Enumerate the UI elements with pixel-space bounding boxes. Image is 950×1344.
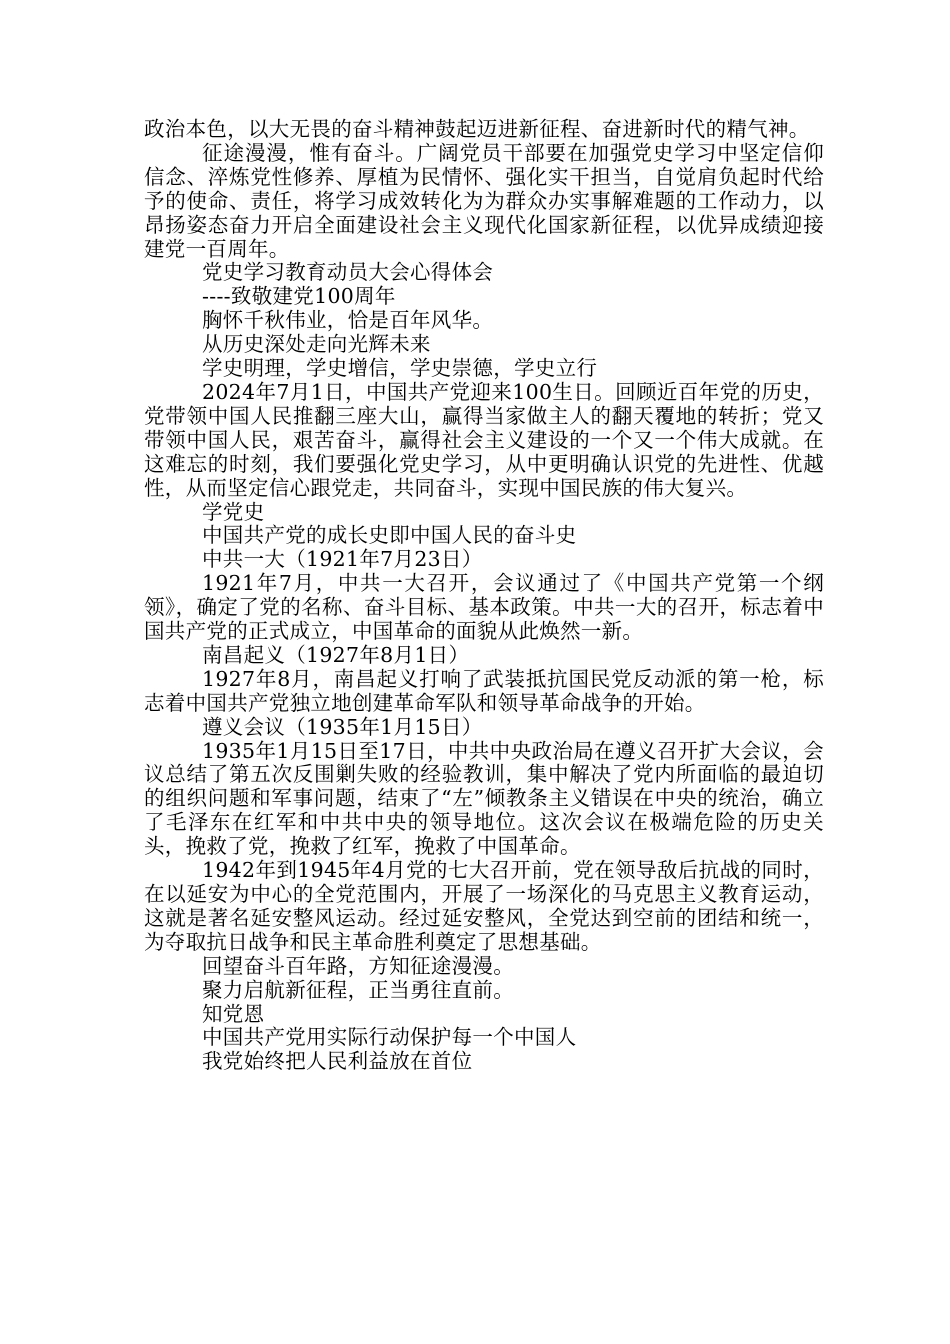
paragraph: 胸怀千秋伟业，恰是百年风华。 [202, 308, 494, 333]
paragraph: 政治本色，以大无畏的奋斗精神鼓起迈进新征程、奋进新时代的精气神。 [144, 117, 810, 141]
section-title: 党史学习教育动员大会心得体会 [202, 260, 494, 285]
paragraph: 1935年1月15日至17日，中共中央政治局在遵义召开扩大会议，会议总结了第五次反围剿失败的经验教训，集中解决了党内所面临的最迫切的组织问题和军事问题，结束了“左”倾教条主义错误在中央的统治，确立了毛泽东在红军和中共中央的领导地位。这次会议在极端危险的历史关头，挽救了党，挽救了红军，挽救了中国革命。 [144, 738, 824, 859]
event-heading: 遵义会议（1935年1月15日） [202, 714, 483, 739]
paragraph: 中国共产党用实际行动保护每一个中国人 [202, 1025, 577, 1050]
paragraph: 聚力启航新征程，正当勇往直前。 [202, 977, 514, 1002]
paragraph: 1921年7月，中共一大召开，会议通过了《中国共产党第一个纲领》，确定了党的名称、奋斗目标、基本政策。中共一大的召开，标志着中国共产党的正式成立，中国革命的面貌从此焕然一新。 [144, 571, 824, 644]
paragraph: 2024年7月1日，中国共产党迎来100生日。回顾近百年党的历史，党带领中国人民推翻三座大山，赢得当家做主人的翻天覆地的转折；党又带领中国人民，艰苦奋斗，赢得社会主义建设的一个又一个伟大成就。在这难忘的时刻，我们要强化党史学习，从中更明确认识党的先进性、优越性，从而坚定信心跟党走，共同奋斗，实现中国民族的伟大复兴。 [144, 379, 824, 500]
paragraph: 学史明理，学史增信，学史崇德，学史立行 [202, 356, 598, 381]
paragraph: 中国共产党的成长史即中国人民的奋斗史 [202, 523, 577, 548]
paragraph: 1942年到1945年4月党的七大召开前，党在领导敌后抗战的同时，在以延安为中心的全党范围内，开展了一场深化的马克思主义教育运动，这就是著名延安整风运动。经过延安整风，全党达到空前的团结和统一，为夺取抗日战争和民主革命胜利奠定了思想基础。 [144, 858, 824, 954]
paragraph: 我党始终把人民利益放在首位 [202, 1049, 473, 1074]
section-heading: 学党史 [202, 499, 265, 524]
paragraph: 回望奋斗百年路，方知征途漫漫。 [202, 953, 514, 978]
paragraph: 1927年8月，南昌起义打响了武装抵抗国民党反动派的第一枪，标志着中国共产党独立地创建革命军队和领导革命战争的开始。 [144, 666, 824, 715]
subtitle: ----致敬建党100周年 [202, 284, 396, 309]
paragraph: 征途漫漫，惟有奋斗。广阔党员干部要在加强党史学习中坚定信仰信念、淬炼党性修养、厚植为民情怀、强化实干担当，自觉肩负起时代给予的使命、责任，将学习成效转化为为群众办实事解难题的工作动力，以昂扬姿态奋力开启全面建设社会主义现代化国家新征程，以优异成绩迎接建党一百周年。 [144, 140, 824, 261]
paragraph: 从历史深处走向光辉未来 [202, 332, 431, 357]
section-heading: 知党恩 [202, 1001, 265, 1026]
event-heading: 南昌起义（1927年8月1日） [202, 642, 470, 667]
event-heading: 中共一大（1921年7月23日） [202, 547, 483, 572]
document-body [144, 118, 824, 1074]
